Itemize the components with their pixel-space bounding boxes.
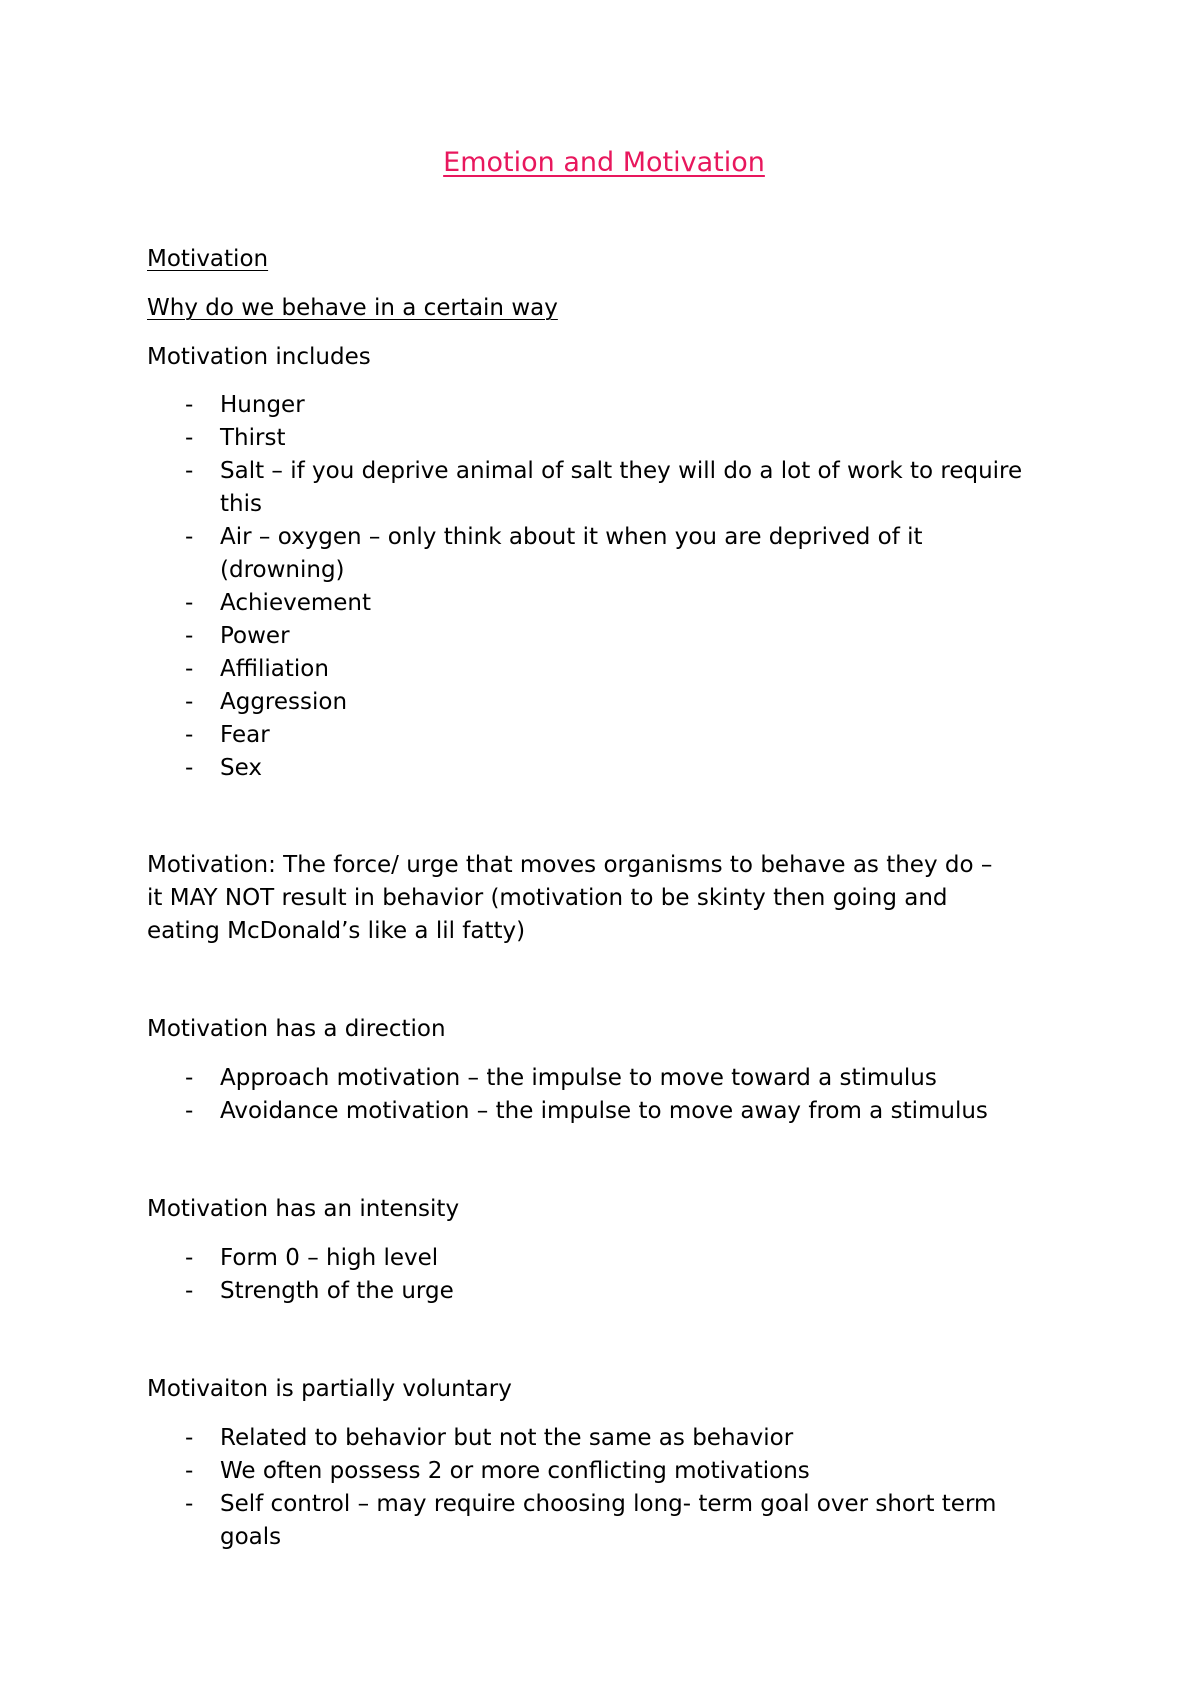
includes-label: Motivation includes (147, 344, 371, 370)
dash-bullet: - (185, 1278, 194, 1304)
dash-bullet: - (185, 1098, 194, 1124)
dash-bullet: - (185, 755, 194, 781)
list-item: - Hunger (0, 389, 1050, 422)
dash-bullet: - (185, 425, 194, 451)
dash-bullet: - (185, 623, 194, 649)
definition-line-2: it MAY NOT result in behavior (motivation to be skinty then going and (147, 885, 948, 911)
intensity-label: Motivation has an intensity (147, 1196, 460, 1222)
list-item: - Sex (0, 752, 1050, 785)
list-item: - Avoidance motivation – the impulse to move away from a stimulus (0, 1095, 1050, 1128)
dash-bullet: - (185, 1458, 194, 1484)
includes-list (0, 389, 1100, 785)
dash-bullet: - (185, 689, 194, 715)
list-item: - Air – oxygen – only think about it when you are deprived of it (drowning) (0, 521, 1050, 587)
dash-bullet: - (185, 1245, 194, 1271)
voluntary-label: Motivaiton is partially voluntary (147, 1376, 512, 1402)
dash-bullet: - (185, 590, 194, 616)
dash-bullet: - (185, 1491, 194, 1517)
section-heading-motivation: Motivation (147, 246, 269, 272)
dash-bullet: - (185, 656, 194, 682)
intensity-list (0, 1242, 1100, 1308)
definition-line-3: eating McDonald’s like a lil fatty) (147, 918, 526, 944)
voluntary-list (0, 1422, 1100, 1554)
list-item: - Self control – may require choosing long- term goal over short term goals (0, 1488, 1050, 1554)
list-item: - Aggression (0, 686, 1050, 719)
subheading-why-behave: Why do we behave in a certain way (147, 295, 558, 321)
document-title: Emotion and Motivation (443, 147, 765, 178)
list-item: - Related to behavior but not the same as behavior (0, 1422, 1050, 1455)
list-item: - Salt – if you deprive animal of salt they will do a lot of work to require this (0, 455, 1050, 521)
dash-bullet: - (185, 722, 194, 748)
list-item: - Achievement (0, 587, 1050, 620)
dash-bullet: - (185, 458, 194, 484)
list-item: - Power (0, 620, 1050, 653)
list-item: - Approach motivation – the impulse to move toward a stimulus (0, 1062, 1050, 1095)
direction-list (0, 1062, 1100, 1128)
definition-line-1: Motivation: The force/ urge that moves organisms to behave as they do – (147, 852, 993, 878)
list-item: - We often possess 2 or more conflicting motivations (0, 1455, 1050, 1488)
list-item: - Affiliation (0, 653, 1050, 686)
direction-label: Motivation has a direction (147, 1016, 446, 1042)
dash-bullet: - (185, 392, 194, 418)
list-item: - Form 0 – high level (0, 1242, 1050, 1275)
list-item: - Fear (0, 719, 1050, 752)
dash-bullet: - (185, 524, 194, 550)
list-item: - Strength of the urge (0, 1275, 1050, 1308)
dash-bullet: - (185, 1065, 194, 1091)
dash-bullet: - (185, 1425, 194, 1451)
list-item: - Thirst (0, 422, 1050, 455)
